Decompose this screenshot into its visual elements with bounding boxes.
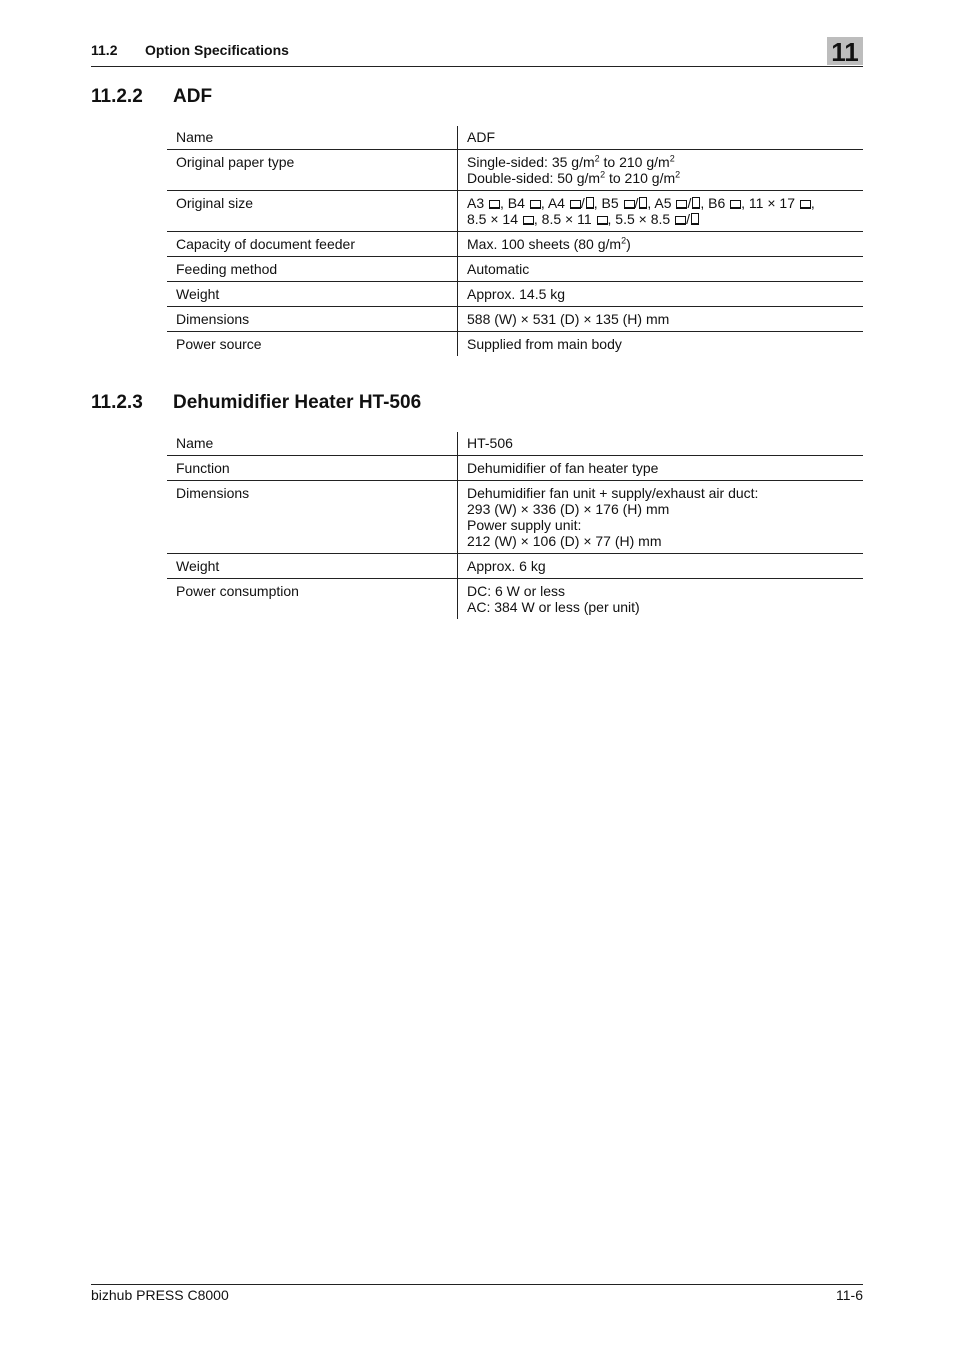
row-value: ADF [467,129,495,145]
row-label: Name [167,432,458,456]
row-label: Function [167,456,458,481]
section-title: ADF [173,86,213,107]
portrait-orientation-icon [691,213,699,225]
row-value: Max. 100 sheets (80 $g/m^2$) [458,232,864,257]
portrait-orientation-icon [639,197,647,209]
chapter-number-tab: 11 [827,37,863,65]
landscape-orientation-icon [530,200,541,209]
table-row [167,432,863,456]
landscape-orientation-icon [597,216,608,225]
table-row [167,332,863,357]
table-row [167,481,863,554]
section-heading-adf [91,86,212,108]
row-value: Automatic [458,257,864,282]
row-label: Power consumption [167,579,458,620]
section-heading-ht506 [91,392,421,414]
row-value: Single-sided: 35 $g/m^2$ to 210 $g/m^2$ Double-sided: 50 $g/m^2$ to 210 $g/m^2$ [458,150,864,191]
landscape-orientation-icon [570,200,581,209]
section-title: Dehumidifier Heater HT-506 [173,392,422,413]
row-value: Dehumidifier of fan heater type [458,456,864,481]
row-label: Original size [167,191,458,232]
table-row [167,257,863,282]
section-number: 11.2.3 [91,392,143,413]
row-value: A3 , B4 , A4 / , B5 / , A5 / , B6 , 11 × 17 , 8.5 × 14 , 8.5 × 11 , 5.5 × 8.5 / [458,191,864,232]
section-number: 11.2.2 [91,86,143,107]
table-row [167,282,863,307]
row-label: Power source [167,332,458,357]
table-row [167,554,863,579]
landscape-orientation-icon [523,216,534,225]
row-value: 588 (W) × 531 (D) × 135 (H) mm [458,307,864,332]
table-row [167,456,863,481]
footer-page-number: 11-6 [836,1287,863,1303]
row-label: Dimensions [167,307,458,332]
table-row [167,150,863,191]
header-section-title: Option Specifications [145,42,289,58]
row-label: Dimensions [167,481,458,554]
landscape-orientation-icon [624,200,635,209]
row-label: Weight [167,554,458,579]
row-label: Name [167,126,458,150]
row-value: Supplied from main body [458,332,864,357]
landscape-orientation-icon [800,200,811,209]
landscape-orientation-icon [730,200,741,209]
landscape-orientation-icon [676,200,687,209]
landscape-orientation-icon [489,200,500,209]
portrait-orientation-icon [586,197,594,209]
footer-model-name: bizhub PRESS C8000 [91,1287,229,1303]
row-label: Weight [167,282,458,307]
table-row [167,126,863,150]
page-header [91,37,863,67]
row-label: Capacity of document feeder [167,232,458,257]
row-value: Approx. 14.5 kg [458,282,864,307]
portrait-orientation-icon [692,197,700,209]
row-label: Original paper type [167,150,458,191]
row-value: Approx. 6 kg [458,554,864,579]
ht506-spec-table [167,432,863,619]
row-value: Dehumidifier fan unit + supply/exhaust air duct: 293 (W) × 336 (D) × 176 (H) mm Power supply unit: 212 (W) × 106 (D) × 77 (H) mm [458,481,864,554]
adf-spec-table [167,126,863,356]
table-row [167,191,863,232]
table-row [167,307,863,332]
row-value: HT-506 [467,435,513,451]
table-row [167,579,863,620]
landscape-orientation-icon [675,216,686,225]
table-row [167,232,863,257]
row-value: DC: 6 W or less AC: 384 W or less (per unit) [458,579,864,620]
page-footer [91,1284,863,1303]
header-section-number: 11.2 [91,42,118,58]
row-label: Feeding method [167,257,458,282]
